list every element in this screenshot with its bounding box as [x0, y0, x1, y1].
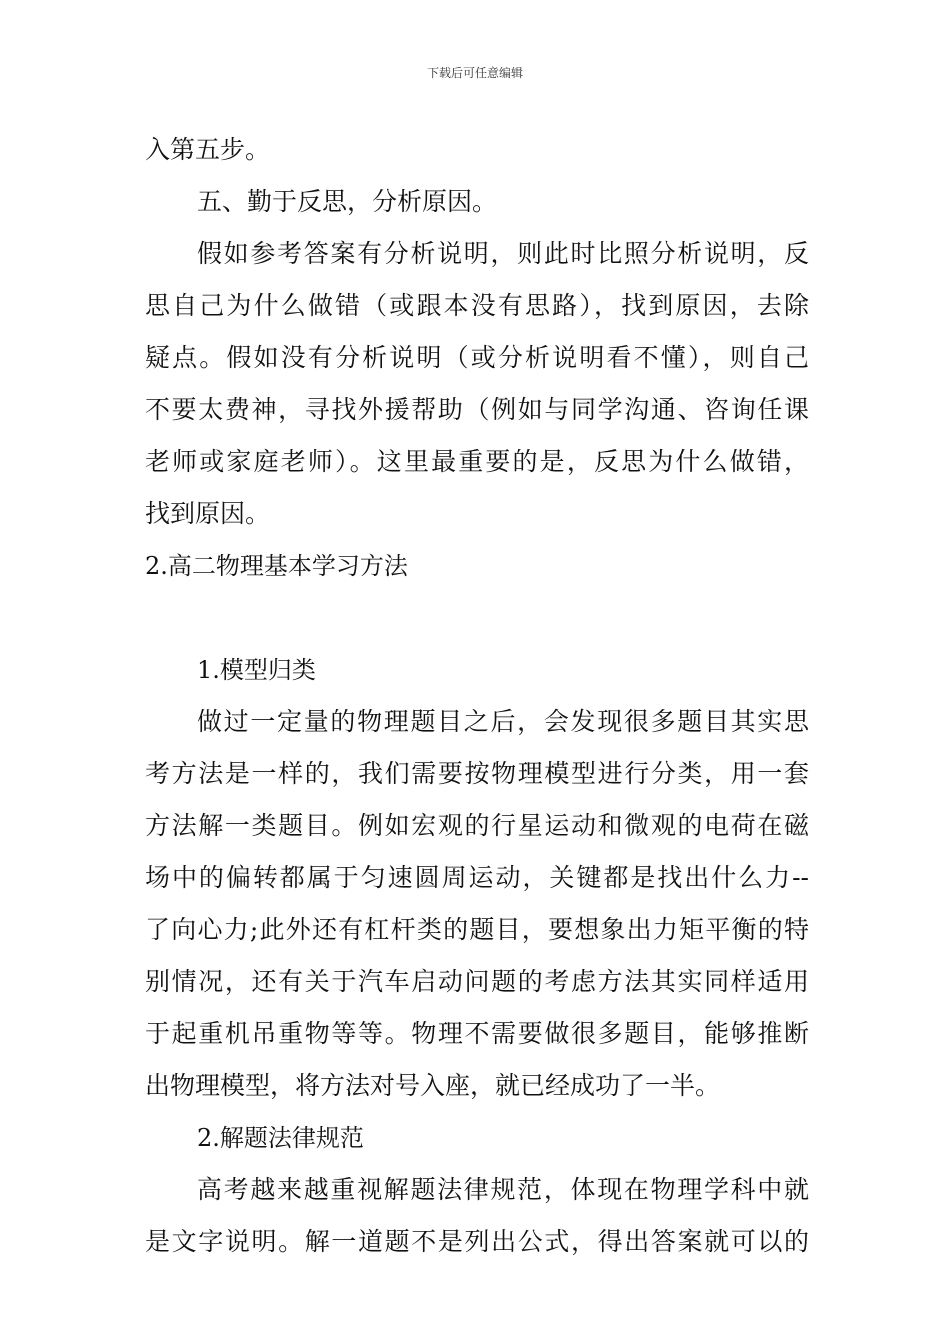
text-line: 别情况，还有关于汽车启动问题的考虑方法其实同样适用 [145, 967, 809, 996]
document-body [145, 124, 809, 1268]
text-line: 入第五步。 [145, 135, 271, 164]
text-line: 高考越来越重视解题法律规范，体现在物理学科中就 [197, 1175, 809, 1204]
page-header: 下载后可任意编辑 [426, 66, 523, 80]
spacer [145, 592, 809, 644]
section-heading: 五、勤于反思，分析原因。 [197, 187, 498, 216]
text-line: 假如参考答案有分析说明，则此时比照分析说明，反 [197, 239, 809, 268]
text-line: 了向心力;此外还有杠杆类的题目，要想象出力矩平衡的特 [145, 915, 809, 944]
text-line: 是文字说明。解一道题不是列出公式，得出答案就可以的 [145, 1227, 809, 1256]
section-heading: 2.高二物理基本学习方法 [145, 552, 408, 580]
text-line: 考方法是一样的，我们需要按物理模型进行分类，用一套 [145, 759, 809, 788]
text-line: 出物理模型，将方法对号入座，就已经成功了一半。 [145, 1071, 721, 1100]
text-line: 疑点。假如没有分析说明（或分析说明看不懂），则自己 [145, 343, 809, 372]
text-line: 不要太费神，寻找外援帮助（例如与同学沟通、咨询任课 [145, 395, 809, 424]
text-line: 老师或家庭老师）。这里最重要的是，反思为什么做错， [145, 447, 809, 476]
text-line: 于起重机吊重物等等。物理不需要做很多题目，能够推断 [145, 1019, 809, 1048]
text-line: 做过一定量的物理题目之后，会发现很多题目其实思 [197, 707, 809, 736]
text-line: 思自己为什么做错（或跟本没有思路），找到原因，去除 [145, 291, 809, 320]
subsection-heading: 2.解题法律规范 [197, 1124, 364, 1152]
subsection-heading: 1.模型归类 [197, 656, 316, 684]
text-line: 场中的偏转都属于匀速圆周运动，关键都是找出什么力-- [145, 863, 809, 892]
text-line: 找到原因。 [145, 499, 271, 528]
text-line: 方法解一类题目。例如宏观的行星运动和微观的电荷在磁 [145, 811, 809, 840]
